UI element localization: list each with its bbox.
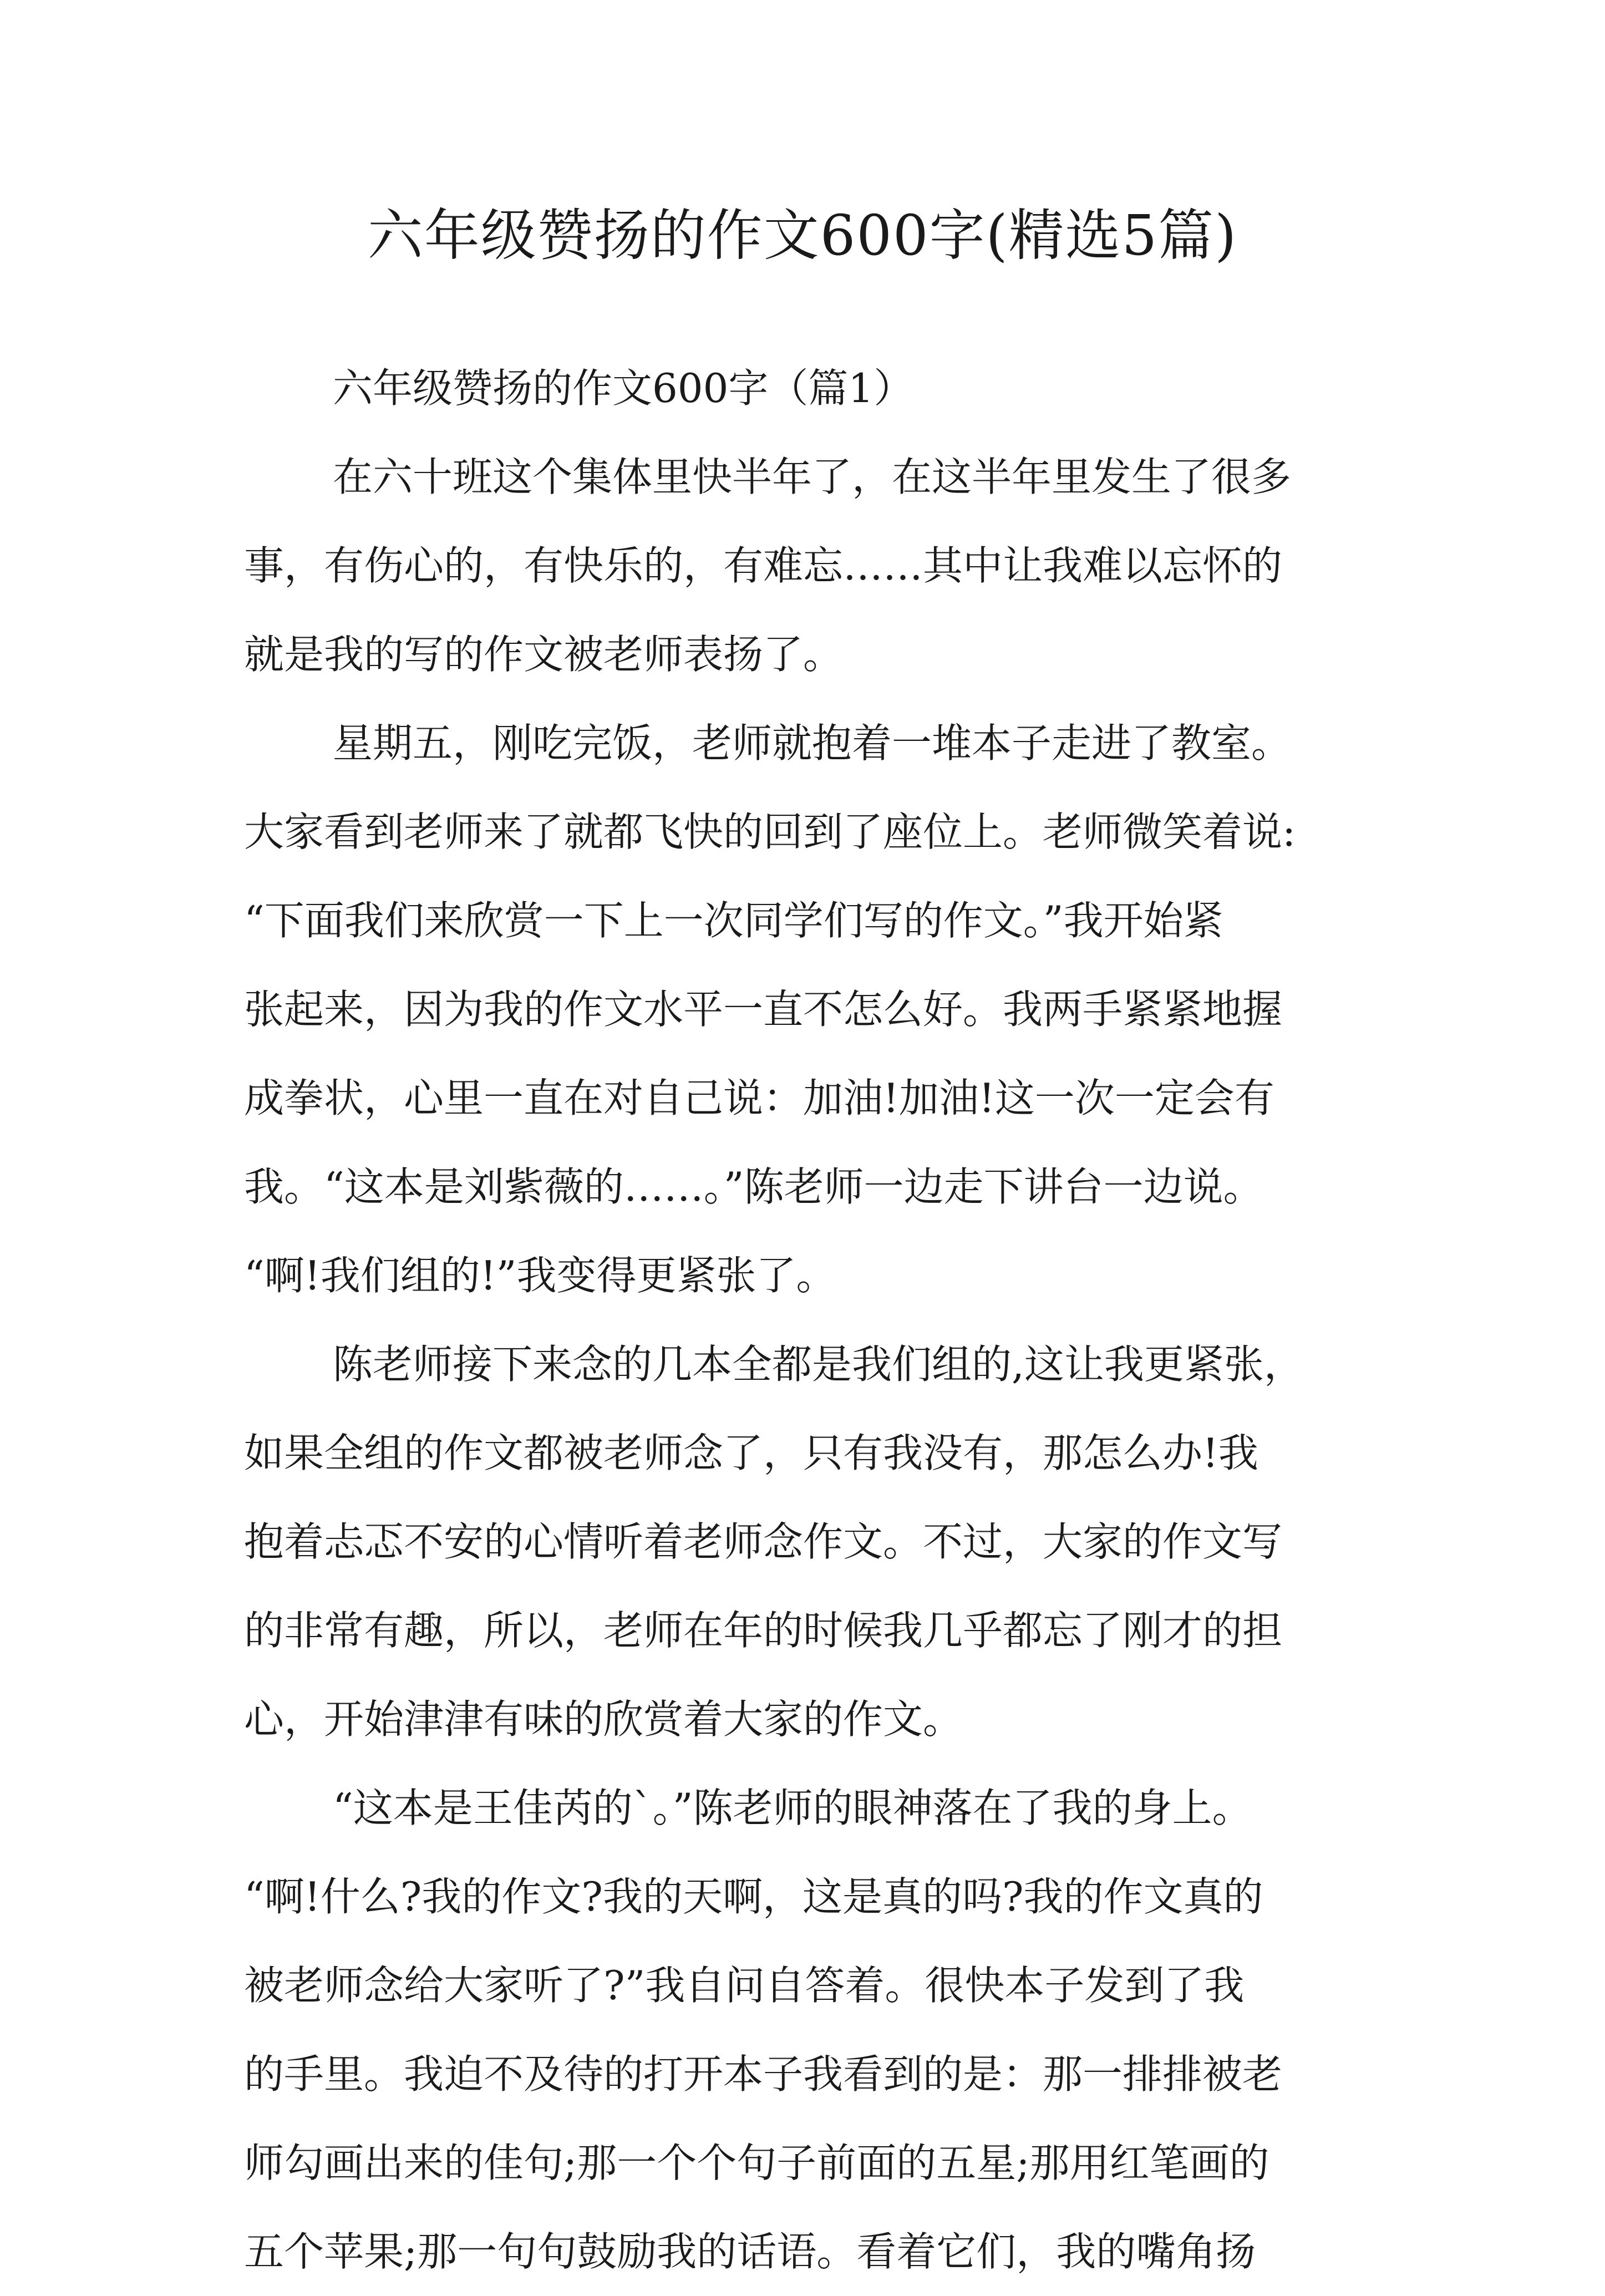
- text-line: 在六十班这个集体里快半年了，在这半年里发生了很多: [333, 454, 1292, 500]
- paragraph: [244, 1764, 1367, 2296]
- text-line: 我。“这本是刘紫薇的……。”陈老师一边走下讲台一边说。: [244, 1164, 1263, 1210]
- document-body: [244, 344, 1367, 2296]
- section-heading: 六年级赞扬的作文600字（篇1）: [333, 365, 914, 412]
- text-line: 师勾画出来的佳句;那一个个句子前面的五星;那用红笔画的: [244, 2140, 1269, 2186]
- text-line: 五个苹果;那一句句鼓励我的话语。看着它们，我的嘴角扬: [244, 2228, 1256, 2275]
- text-line: “啊!什么?我的作文?我的天啊，这是真的吗?我的作文真的: [244, 1873, 1263, 1920]
- text-line: 如果全组的作文都被老师念了，只有我没有，那怎么办!我: [244, 1430, 1258, 1476]
- text-line: 陈老师接下来念的几本全都是我们组的,这让我更紧张，: [333, 1341, 1304, 1388]
- text-line: “下面我们来欣赏一下上一次同学们写的作文。”我开始紧: [244, 897, 1223, 944]
- text-line: 心，开始津津有味的欣赏着大家的作文。: [244, 1696, 963, 1743]
- text-line: 被老师念给大家听了?”我自问自答着。很快本子发到了我: [244, 1962, 1245, 2009]
- text-line: 抱着忐忑不安的心情听着老师念作文。不过，大家的作文写: [244, 1518, 1283, 1565]
- text-line: 大家看到老师来了就都飞快的回到了座位上。老师微笑着说:: [244, 809, 1296, 855]
- text-line: 星期五，刚吃完饭，老师就抱着一堆本子走进了教室。: [333, 720, 1292, 766]
- text-line: 张起来，因为我的作文水平一直不怎么好。我两手紧紧地握: [244, 986, 1283, 1033]
- paragraph: [244, 433, 1367, 699]
- document-title: 六年级赞扬的作文600字(精选5篇): [367, 203, 1238, 268]
- text-line: 事，有伤心的，有快乐的，有难忘……其中让我难以忘怀的: [244, 542, 1283, 589]
- text-line: “这本是王佳芮的`。”陈老师的眼神落在了我的身上。: [333, 1785, 1252, 1831]
- paragraph: [244, 699, 1367, 1320]
- text-line: 成拳状，心里一直在对自己说：加油!加油!这一次一定会有: [244, 1075, 1274, 1121]
- text-line: 就是我的写的作文被老师表扬了。: [244, 631, 844, 678]
- text-line: “啊!我们组的!”我变得更紧张了。: [244, 1252, 836, 1299]
- text-line: 的手里。我迫不及待的打开本子我看到的是：那一排排被老: [244, 2051, 1283, 2097]
- text-line: 的非常有趣，所以，老师在年的时候我几乎都忘了刚才的担: [244, 1607, 1283, 1654]
- paragraph: [244, 1320, 1367, 1764]
